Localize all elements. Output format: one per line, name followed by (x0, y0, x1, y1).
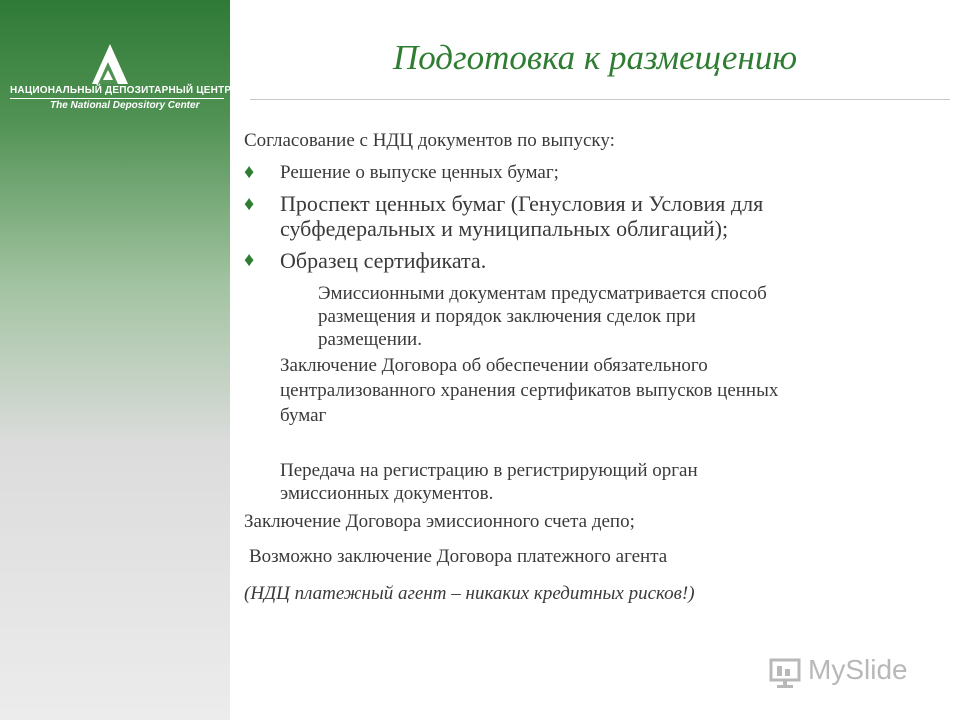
bullet-item: Проспект ценных бумаг (Генусловия и Условия для (280, 191, 764, 216)
intro-text: Согласование с НДЦ документов по выпуску: (244, 130, 615, 151)
ndc-logo-icon (92, 44, 128, 84)
note-line: размещения и порядок заключения сделок при (318, 306, 696, 327)
slide-title: Подготовка к размещению (392, 38, 798, 77)
note-line: размещении. (318, 329, 422, 350)
bullet-item: Решение о выпуске ценных бумаг; (280, 162, 559, 183)
agreement-line: Заключение Договора об обеспечении обязательного (280, 355, 708, 376)
depo-line: Заключение Договора эмиссионного счета депо; (244, 511, 635, 532)
logo-divider (10, 98, 224, 99)
logo-name-ru: НАЦИОНАЛЬНЫЙ ДЕПОЗИТАРНЫЙ ЦЕНТР (10, 85, 232, 96)
agent-line: Возможно заключение Договора платежного агента (249, 546, 668, 567)
bullet-item-continuation: субфедеральных и муниципальных облигаций); (280, 216, 729, 241)
agreement-line: бумаг (280, 405, 327, 426)
transfer-line: эмиссионных документов. (280, 483, 494, 504)
bullet-item: Образец сертификата. (280, 248, 487, 273)
diamond-bullet-icon: ♦ (244, 161, 255, 183)
agent-note: (НДЦ платежный агент – никаких кредитных рисков!) (244, 583, 695, 604)
transfer-line: Передача на регистрацию в регистрирующий орган (280, 460, 698, 481)
note-line: Эмиссионными документам предусматривается способ (318, 283, 767, 304)
watermark-text: MySlide (808, 654, 908, 685)
watermark-logo-icon (768, 656, 802, 690)
logo-name-en: The National Depository Center (50, 100, 200, 111)
diamond-bullet-icon: ♦ (244, 193, 255, 215)
title-divider (250, 99, 950, 100)
agreement-line: централизованного хранения сертификатов выпусков ценных (280, 380, 779, 401)
sidebar-gradient (0, 0, 230, 720)
diamond-bullet-icon: ♦ (244, 249, 255, 271)
